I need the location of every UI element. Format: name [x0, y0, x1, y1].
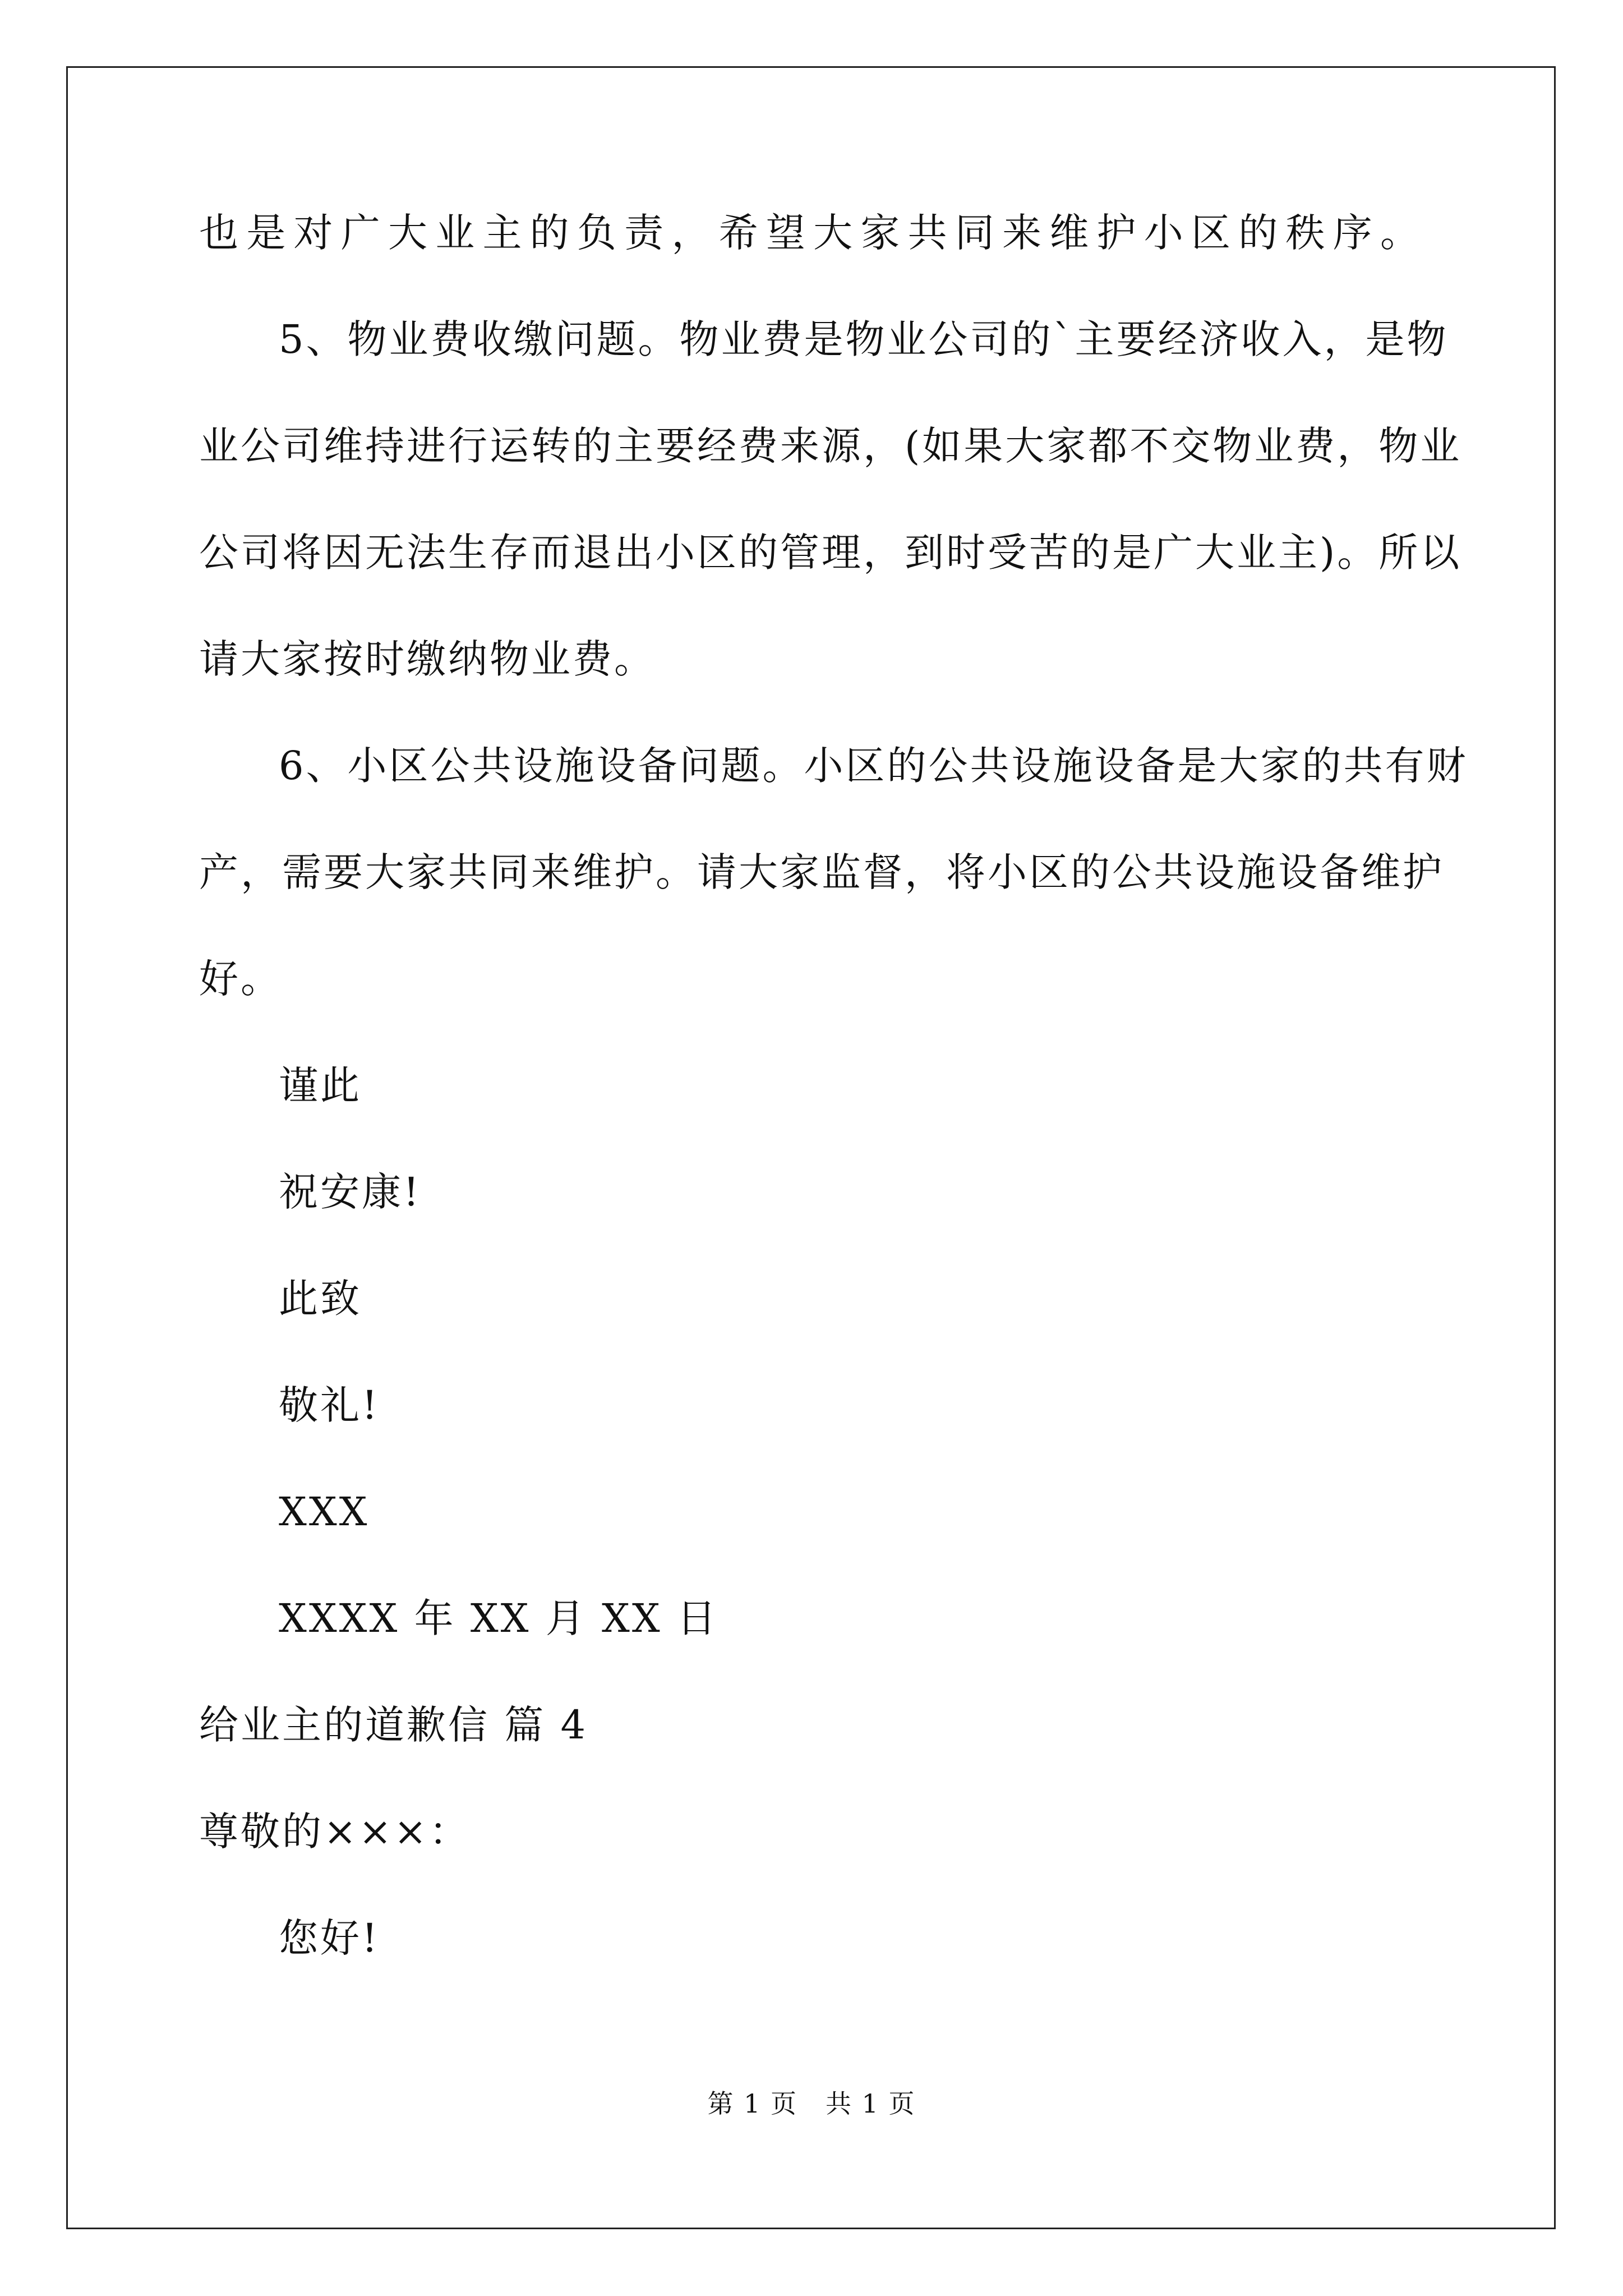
paragraph-line: 公司将因无法生存而退出小区的管理，到时受苦的是广大业主)。所以: [199, 530, 1462, 576]
paragraph-line: 产，需要大家共同来维护。请大家监督，将小区的公共设施设备维护: [199, 849, 1444, 895]
date-line: XXXX 年 XX 月 XX 日: [279, 1595, 718, 1641]
closing-line: 谨此: [279, 1062, 362, 1108]
section-heading: 给业主的道歉信 篇 4: [199, 1702, 588, 1748]
closing-line: 祝安康!: [279, 1169, 422, 1215]
paragraph-line: 业公司维持进行运转的主要经费来源，(如果大家都不交物业费，物业: [199, 423, 1462, 469]
paragraph-line: 好。: [199, 956, 282, 1002]
page-footer: [0, 2087, 1623, 2120]
paragraph-line: 也是对广大业主的负责，希望大家共同来维护小区的秩序。: [199, 210, 1422, 256]
signature-line: XXX: [279, 1489, 370, 1535]
page-border: [66, 66, 1556, 2229]
page-total: 共 1 页: [826, 2088, 916, 2119]
closing-line: 此致: [279, 1276, 362, 1322]
closing-line: 敬礼!: [279, 1382, 380, 1428]
paragraph-line: 5、物业费收缴问题。物业费是物业公司的`主要经济收入，是物: [279, 316, 1449, 362]
greeting-line: 您好!: [279, 1915, 380, 1961]
paragraph-line: 请大家按时缴纳物业费。: [199, 636, 656, 682]
paragraph-line: 6、小区公共设施设备问题。小区的公共设施设备是大家的共有财: [279, 743, 1468, 789]
salutation-line: 尊敬的×××：: [199, 1809, 471, 1855]
page-number: 第 1 页: [707, 2088, 797, 2119]
